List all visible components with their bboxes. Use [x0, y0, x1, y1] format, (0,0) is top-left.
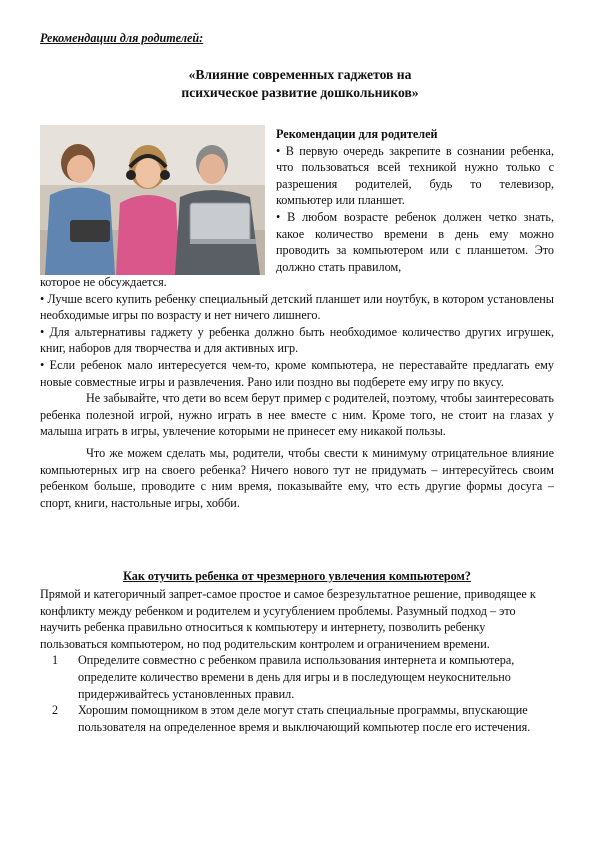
recommendations-heading: Рекомендации для родителей — [276, 127, 438, 141]
section-body — [40, 586, 554, 735]
list-item-text: Определите совместно с ребенком правила использования интернета и компьютера, определите количество времени в день для игры и в последующем неукоснительно придерживайтесь установленных правил. — [78, 653, 515, 701]
title-line-1: «Влияние современных гаджетов на — [188, 67, 412, 82]
recommendation-item: • Лучше всего купить ребенку специальный детский планшет или ноутбук, в котором установлены необходимые игры по возрасту и нет ничего лишнего. — [40, 291, 554, 323]
recommendations-column — [276, 126, 554, 275]
recommendation-item: • В первую очередь закрепите в сознании ребенка, что пользоваться всей техникой нужно только с разрешения родителей, будь то телевизор, компьютер или планшет. — [276, 143, 554, 208]
list-item-text: Хорошим помощником в этом деле могут стать специальные программы, впускающие пользователя на определенное время и выключающий компьютер после его истечения. — [78, 703, 531, 734]
recommendations-body — [40, 274, 554, 511]
section-title: Как отучить ребенка от чрезмерного увлечения компьютером? — [123, 569, 471, 583]
list-item — [40, 652, 554, 702]
family-photo-illustration — [40, 125, 265, 275]
list-item-number: 1 — [52, 653, 59, 668]
header-label: Рекомендации для родителей: — [40, 31, 204, 45]
recommendation-item: • В любом возрасте ребенок должен четко знать, какое количество времени в день ему можно проводить за компьютером или с планшетом. Это должно стать правилом, — [276, 209, 554, 274]
steps-list — [40, 652, 554, 735]
recommendation-item: • Для альтернативы гаджету у ребенка должно быть необходимое количество других игрушек, книг, наборов для творчества и для активных игр. — [40, 324, 554, 356]
list-item-number: 2 — [52, 703, 59, 718]
family-photo — [40, 125, 265, 275]
body-paragraph: Что же можем сделать мы, родители, чтобы свести к минимуму отрицательное влияние компьютерных игр на своего ребенка? Ничего нового тут не придумать – интересуйтесь своим ребенком больше, проводите с ним время, показывайте ему, что есть другие формы досуга – спорт, книги, настольные игры, хобби. — [40, 445, 554, 510]
recommendation-item: • Если ребенок мало интересуется чем-то, кроме компьютера, не переставайте предлагать ему новые совместные игры и развлечения. Рано или поздно вы подберете ему игру по вкусу. — [40, 357, 554, 389]
list-item — [40, 702, 554, 735]
section-intro: Прямой и категоричный запрет-самое простое и самое безрезультатное решение, приводящее к конфликту между ребенком и родителем и усугублением проблемы. Разумный подход – это научить ребенка правильно относиться к компьютеру и интернету, позволить ребенку пользоваться компьютером, но под родительским контролем и ограничением времени. — [40, 587, 536, 651]
body-paragraph: Не забывайте, что дети во всем берут пример с родителей, поэтому, чтобы заинтересовать ребенка полезной игрой, нужно играть в нее вместе с ним. Кроме того, не стоит на глазах у малыша играть в игры, увлечение которыми не принесет ему никакой пользы. — [40, 391, 554, 439]
title-line-2: психическое развитие дошкольников» — [181, 85, 419, 100]
recommendation-continuation: которое не обсуждается. — [40, 275, 167, 289]
document-title — [60, 66, 540, 102]
